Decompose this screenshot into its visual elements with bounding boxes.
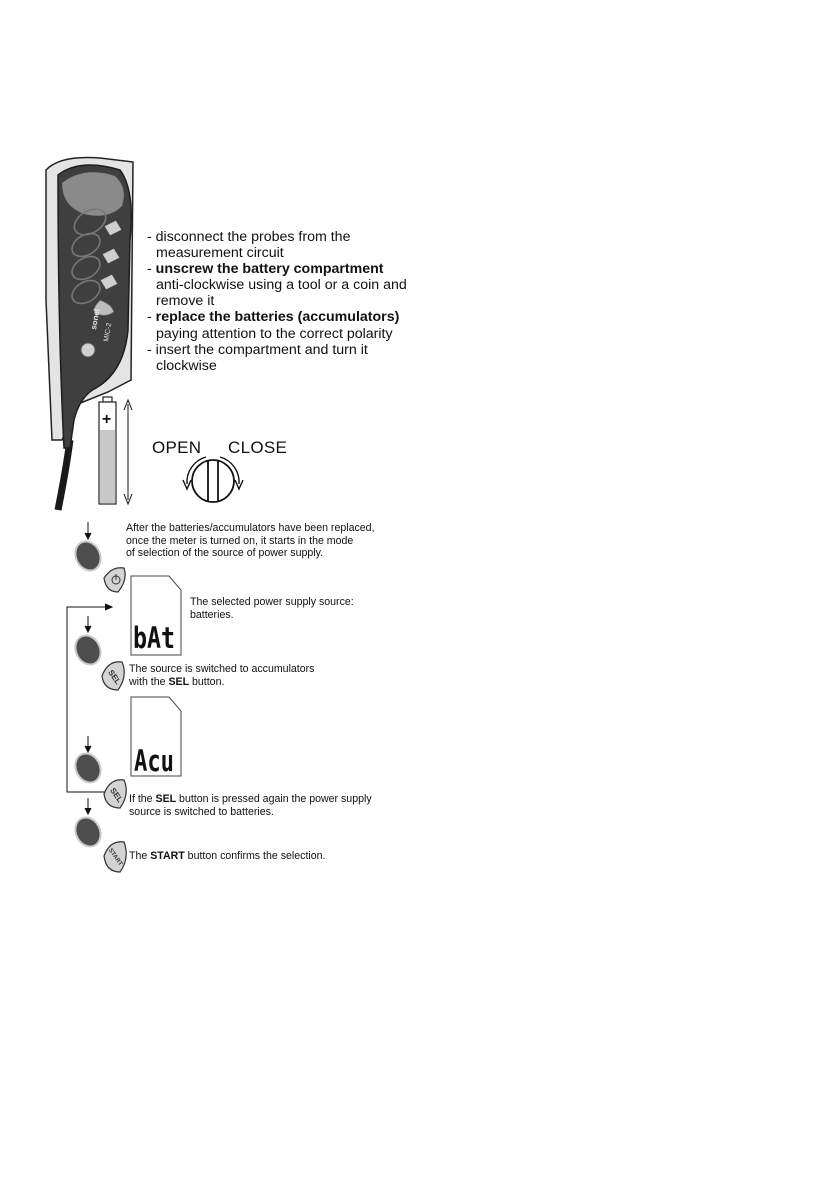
start-button-illustration [104, 842, 126, 872]
open-label: OPEN [152, 438, 202, 457]
step-4: - insert the compartment and turn it [147, 341, 368, 358]
lcd-display-bat [131, 576, 181, 655]
sel-button-illustration-1 [102, 662, 124, 690]
lcd-text-acu: Acu [134, 744, 174, 778]
confirm-text: The START button confirms the selection. [129, 850, 326, 862]
sel-button-illustration-2 [104, 780, 126, 808]
lcd-display-acu [131, 697, 181, 778]
step-3: - replace the batteries (accumulators) [147, 309, 400, 326]
rotation-diagram [183, 457, 243, 502]
battery-illustration [99, 397, 132, 504]
step-2: - unscrew the battery compartment [147, 261, 384, 278]
sel-key-label-2: SEL [108, 786, 125, 805]
meter-illustration [46, 158, 133, 511]
close-label: CLOSE [228, 438, 288, 457]
step-1-cont: measurement circuit [156, 245, 284, 262]
press-again-text: If the SEL button is pressed again the power supply source is switched to batteries. [129, 793, 372, 818]
device-model: MIC-2 [103, 322, 114, 343]
sel-key-label-1: SEL [106, 668, 123, 687]
step-3-cont: paying attention to the correct polarity [156, 325, 393, 342]
lcd-text-bat: bAt [133, 621, 175, 655]
selected-source-text: The selected power supply source: batteries. [190, 596, 354, 621]
device-brand: sonel [89, 308, 102, 331]
step-2-cont-1: anti-clockwise using a tool or a coin and [156, 277, 407, 294]
step-4-cont: clockwise [156, 357, 217, 374]
start-key-label: START [106, 847, 124, 868]
intro-text: After the batteries/accumulators have been replaced, once the meter is turned on, it starts in the mode of selection of the source of power supply. [126, 522, 375, 560]
step-1: - disconnect the probes from the [147, 229, 351, 245]
battery-plus: + [102, 411, 112, 428]
switch-text: The source is switched to accumulators with the SEL button. [129, 663, 315, 688]
replacement-steps [147, 229, 407, 374]
power-button-illustration [104, 568, 125, 592]
step-2-cont-2: remove it [156, 293, 215, 310]
